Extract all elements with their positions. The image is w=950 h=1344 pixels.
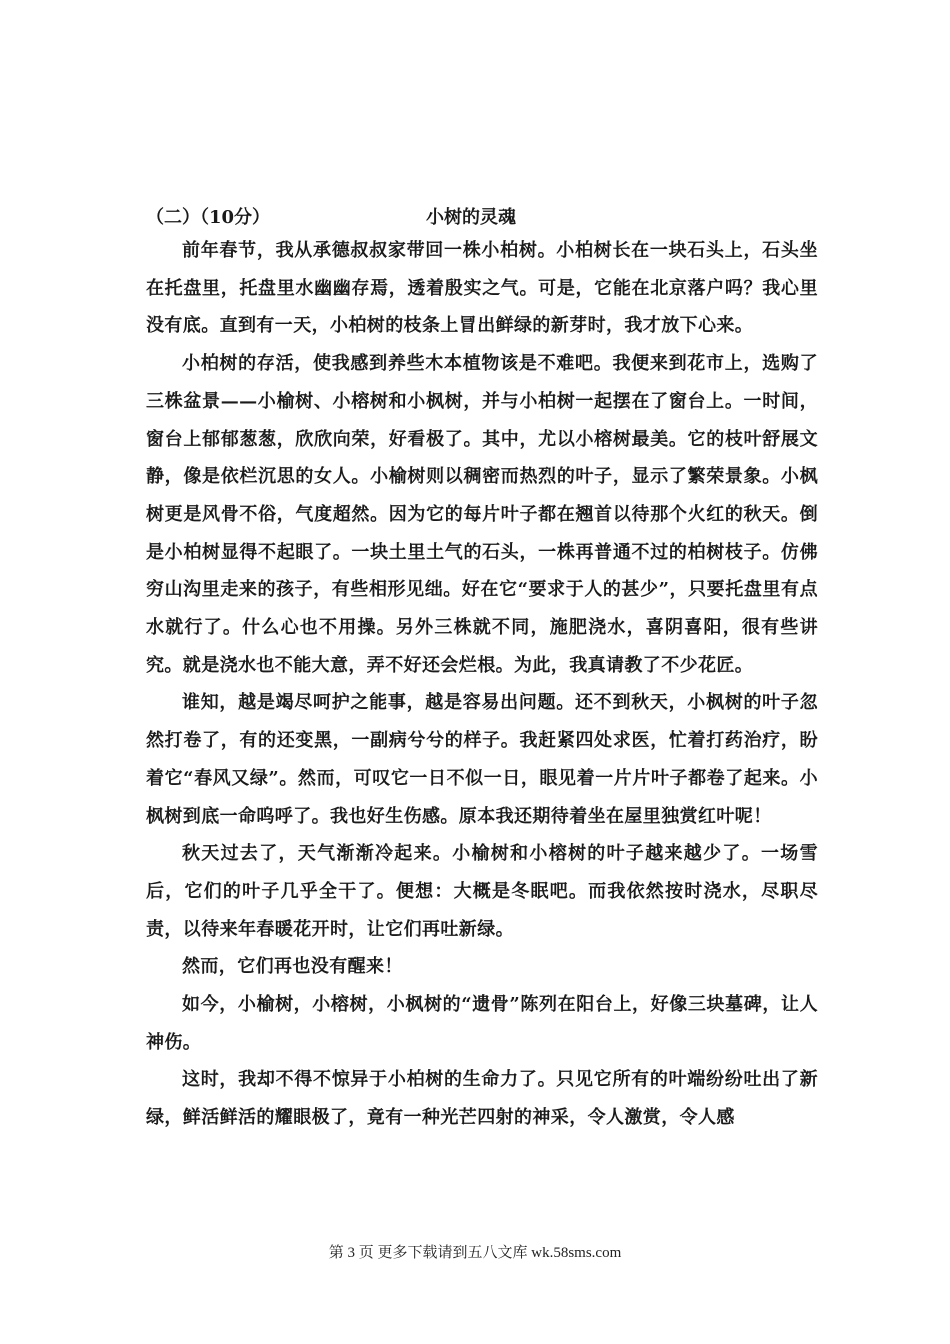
paragraph: 小柏树的存活，使我感到养些木本植物该是不难吧。我便来到花市上，选购了三株盆景——小榆树、小榕树和小枫树，并与小柏树一起摆在了窗台上。一时间，窗台上郁郁葱葱，欣欣向荣，好看极了。其中，尤以小榕树最美。它的枝叶舒展文静，像是依栏沉思的女人。小榆树则以稠密而热烈的叶子，显示了繁荣景象。小枫树更是风骨不俗，气度超然。因为它的每片叶子都在翘首以待那个火红的秋天。倒是小柏树显得不起眼了。一块土里土气的石头，一株再普通不过的柏树枝子。仿佛穷山沟里走来的孩子，有些相形见绌。好在它“要求于人的甚少”，只要托盘里有点水就行了。什么心也不用操。另外三株就不同，施肥浇水，喜阴喜阳，很有些讲究。就是浇水也不能大意，弄不好还会烂根。为此，我真请教了不少花匠。 [146,353,818,676]
passage-heading [146,204,826,232]
passage-title: 小树的灵魂 [426,207,516,228]
passage-body [146,232,818,1137]
paragraph: 前年春节，我从承德叔叔家带回一株小柏树。小柏树长在一块石头上，石头坐在托盘里，托盘里水幽幽存焉，透着殷实之气。可是，它能在北京落户吗？我心里没有底。直到有一天，小柏树的枝条上冒出鲜绿的新芽时，我才放下心来。 [146,240,818,337]
paragraph: 秋天过去了，天气渐渐冷起来。小榆树和小榕树的叶子越来越少了。一场雪后，它们的叶子几乎全干了。便想：大概是冬眠吧。而我依然按时浇水，尽职尽责，以待来年春暖花开时，让它们再吐新绿。 [146,843,818,940]
page-footer: 第 3 页 更多下载请到五八文库 wk.58sms.com [328,1245,622,1261]
section-number: （二）（10分） [146,207,271,228]
paragraph: 谁知，越是竭尽呵护之能事，越是容易出问题。还不到秋天，小枫树的叶子忽然打卷了，有的还变黑，一副病兮兮的样子。我赶紧四处求医，忙着打药治疗，盼着它“春风又绿”。然而，可叹它一日不似一日，眼见着一片片叶子都卷了起来。小枫树到底一命呜呼了。我也好生伤感。原本我还期待着坐在屋里独赏红叶呢！ [146,692,818,827]
paragraph: 如今，小榆树，小榕树，小枫树的“遗骨”陈列在阳台上，好像三块墓碑，让人神伤。 [146,994,818,1053]
paragraph: 这时，我却不得不惊异于小柏树的生命力了。只见它所有的叶端纷纷吐出了新绿，鲜活鲜活的耀眼极了，竟有一种光芒四射的神采，令人激赏，令人感 [146,1069,818,1129]
paragraph: 然而，它们再也没有醒来！ [182,956,403,978]
